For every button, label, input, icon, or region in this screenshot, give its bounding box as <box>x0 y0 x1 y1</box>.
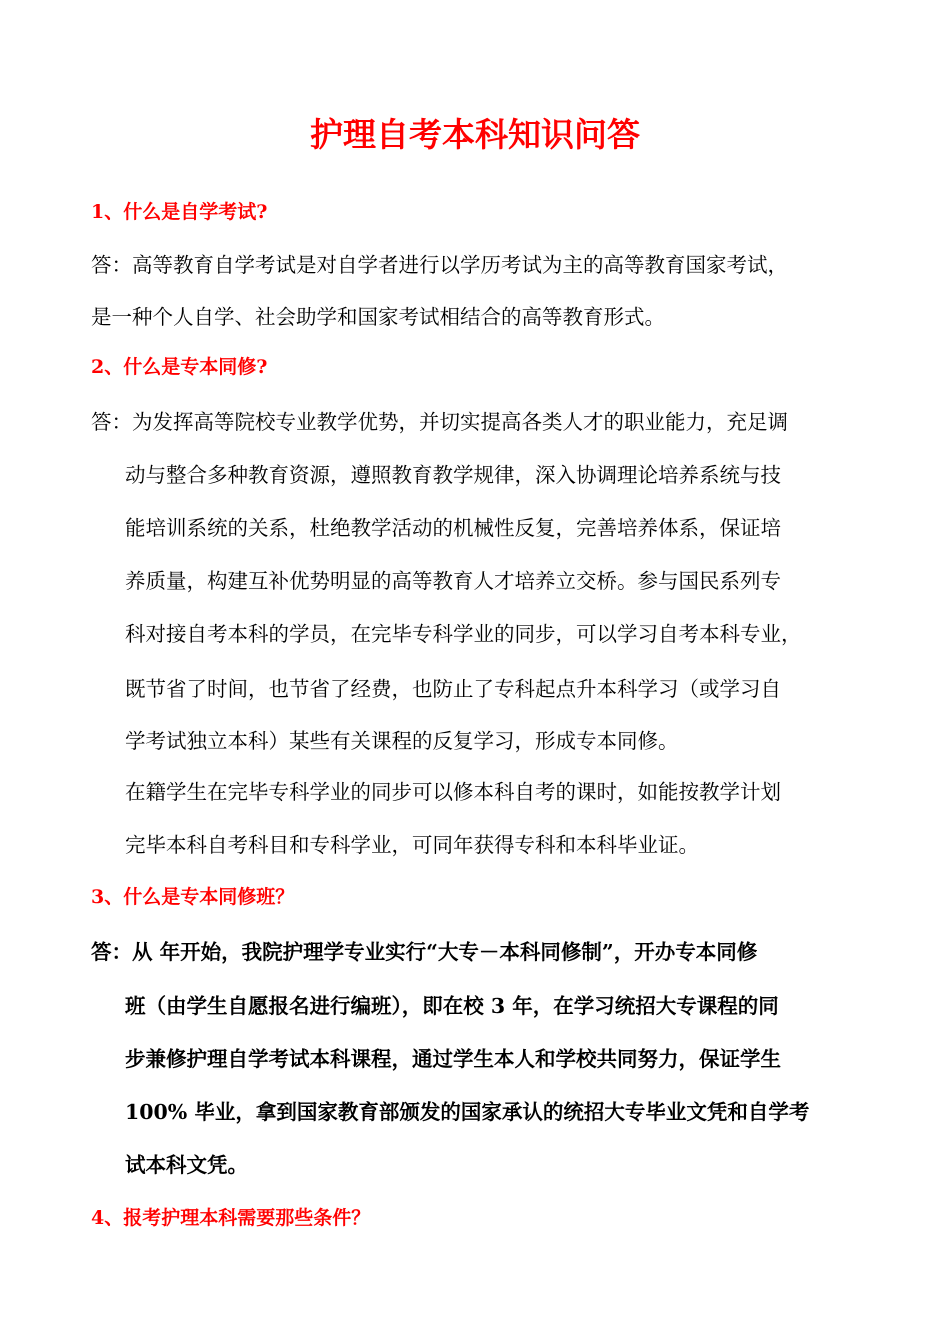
answer-3-line-5: 试本科文凭。 <box>125 1153 248 1177</box>
answer-2-line-3: 能培训系统的关系，杜绝教学活动的机械性反复，完善培养体系，保证培 <box>125 516 781 540</box>
answer-3-line-1: 答：从 年开始，我院护理学专业实行“大专－本科同修制”，开办专本同修 <box>91 940 758 964</box>
answer-2-line-5: 科对接自考本科的学员，在完毕专科学业的同步，可以学习自考本科专业， <box>125 622 802 646</box>
answer-3-line-3: 步兼修护理自学考试本科课程，通过学生本人和学校共同努力，保证学生 <box>125 1047 781 1071</box>
question-3: 3、什么是专本同修班？ <box>91 886 295 908</box>
question-1: 1、什么是自学考试? <box>91 201 268 223</box>
answer-2-line-4: 养质量，构建互补优势明显的高等教育人才培养立交桥。参与国民系列专 <box>125 569 781 593</box>
answer-2-line-8: 在籍学生在完毕专科学业的同步可以修本科自考的课时，如能按教学计划 <box>125 780 781 804</box>
question-2: 2、什么是专本同修? <box>91 356 268 378</box>
answer-2-line-9: 完毕本科自考科目和专科学业，可同年获得专科和本科毕业证。 <box>125 833 699 857</box>
answer-3-line-4: 100% 毕业，拿到国家教育部颁发的国家承认的统招大专毕业文凭和自学考 <box>125 1100 810 1124</box>
document-title: 护理自考本科知识问答 <box>310 115 640 154</box>
answer-2-line-2: 动与整合多种教育资源，遵照教育教学规律，深入协调理论培养系统与技 <box>125 463 781 487</box>
answer-2-line-1: 答：为发挥高等院校专业教学优势，并切实提高各类人才的职业能力，充足调 <box>91 410 788 434</box>
answer-2-line-6: 既节省了时间，也节省了经费，也防止了专科起点升本科学习（或学习自 <box>125 677 781 701</box>
answer-1-line-2: 是一种个人自学、社会助学和国家考试相结合的高等教育形式。 <box>91 305 665 329</box>
question-4: 4、报考护理本科需要那些条件？ <box>91 1207 371 1229</box>
answer-1-line-1: 答：高等教育自学考试是对自学者进行以学历考试为主的高等教育国家考试， <box>91 253 788 277</box>
answer-2-line-7: 学考试独立本科）某些有关课程的反复学习，形成专本同修。 <box>125 729 679 753</box>
answer-3-line-2: 班（由学生自愿报名进行编班），即在校 3 年，在学习统招大专课程的同 <box>125 994 779 1018</box>
